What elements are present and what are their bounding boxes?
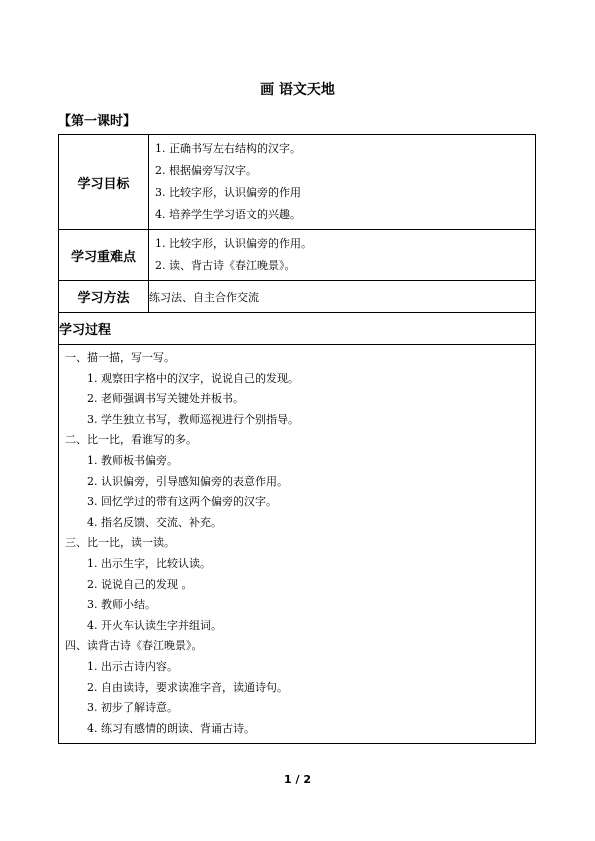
- goal-item: 2. 根据偏旁写汉字。: [155, 164, 257, 177]
- process-step: 1. 观察田字格中的汉字，说说自己的发现。: [87, 371, 299, 385]
- process-section-heading: 一、描一描，写一写。: [65, 351, 175, 364]
- key-point-item: 2. 读、背古诗《春江晚景》。: [155, 259, 296, 272]
- key-points-row: [59, 230, 536, 281]
- process-step: 2. 说说自己的发现 。: [87, 577, 193, 591]
- document-title: 画 语文天地: [260, 82, 335, 98]
- process-row: [59, 345, 536, 744]
- process-cell: [59, 345, 536, 744]
- goal-item: 1. 正确书写左右结构的汉字。: [155, 142, 301, 155]
- process-step: 3. 教师小结。: [87, 598, 156, 612]
- process-step: 1. 教师板书偏旁。: [87, 453, 178, 467]
- process-step: 2. 认识偏旁，引导感知偏旁的表意作用。: [87, 474, 288, 488]
- process-section-heading: 三、比一比，读一读。: [65, 536, 175, 550]
- process-step: 3. 回忆学过的带有这两个偏旁的汉字。: [87, 495, 277, 509]
- process-step: 1. 出示生字，比较认读。: [87, 556, 211, 570]
- goals-row: [59, 135, 536, 230]
- key-points-cell: [149, 230, 536, 281]
- process-section-heading: 四、读背古诗《春江晚景》。: [65, 639, 203, 653]
- goals-label: 学习目标: [59, 135, 149, 230]
- process-label: 学习过程: [59, 313, 536, 345]
- process-step: 3. 学生独立书写，教师巡视进行个别指导。: [87, 412, 299, 426]
- process-step: 4. 开火车认读生字并组词。: [87, 618, 222, 632]
- process-header-row: [59, 313, 536, 345]
- process-step: 2. 自由读诗，要求读准字音，读通诗句。: [87, 680, 288, 694]
- process-step: 4. 练习有感情的朗读、背诵古诗。: [87, 721, 255, 735]
- goal-item: 4. 培养学生学习语文的兴趣。: [155, 208, 301, 221]
- process-section-heading: 二、比一比，看谁写的多。: [65, 433, 197, 447]
- method-row: [59, 281, 536, 313]
- page-number: 1 / 2: [284, 773, 311, 786]
- goals-cell: [149, 135, 536, 230]
- key-point-item: 1. 比较字形，认识偏旁的作用。: [155, 237, 312, 250]
- process-step: 4. 指名反馈、交流、补充。: [87, 515, 222, 529]
- process-step: 1. 出示古诗内容。: [87, 659, 178, 673]
- lesson-plan-table: [58, 134, 536, 744]
- lesson-heading: 【第一课时】: [58, 114, 137, 129]
- method-text: 练习法、自主合作交流: [149, 281, 536, 313]
- process-step: 2. 老师强调书写关键处并板书。: [87, 392, 244, 406]
- method-label: 学习方法: [59, 281, 149, 313]
- goal-item: 3. 比较字形，认识偏旁的作用: [155, 186, 301, 199]
- process-step: 3. 初步了解诗意。: [87, 701, 178, 715]
- key-points-label: 学习重难点: [59, 230, 149, 281]
